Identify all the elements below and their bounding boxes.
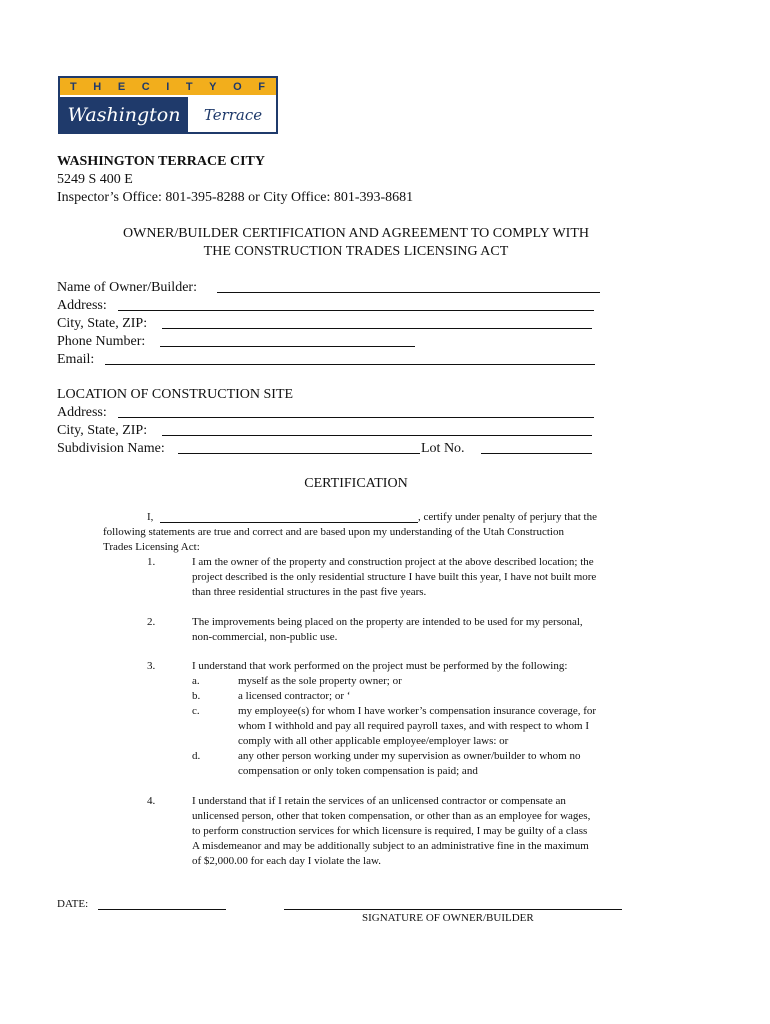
- logo-letter: T: [70, 80, 78, 93]
- owner-name-field[interactable]: [217, 292, 600, 293]
- cert-intro-start: I,: [147, 511, 154, 523]
- item4-line5: of $2,000.00 for each day I violate the law.: [192, 855, 381, 867]
- org-phones: Inspector’s Office: 801-395-8288 or City Office: 801-393-8681: [57, 190, 414, 205]
- item1-line3: than three residential structures in the past five years.: [192, 586, 427, 598]
- logo-letter: C: [141, 80, 151, 93]
- org-name: WASHINGTON TERRACE CITY: [57, 154, 265, 169]
- logo-letter: T: [185, 80, 194, 93]
- city-logo: [58, 76, 278, 134]
- org-address: 5249 S 400 E: [57, 172, 133, 187]
- owner-address-field[interactable]: [118, 310, 594, 311]
- item1-line1: I am the owner of the property and construction project at the above described location; the: [192, 556, 594, 568]
- site-subdivision-field[interactable]: [178, 453, 420, 454]
- site-city-label: City, State, ZIP:: [57, 423, 148, 438]
- item3a-letter: a.: [192, 675, 200, 687]
- site-address-label: Address:: [57, 405, 107, 420]
- item3b-letter: b.: [192, 690, 201, 702]
- date-field[interactable]: [98, 909, 226, 910]
- item3-number: 3.: [147, 660, 156, 672]
- certification-heading: CERTIFICATION: [304, 476, 408, 491]
- site-address-field[interactable]: [118, 417, 594, 418]
- logo-banner: [60, 78, 276, 95]
- owner-phone-field[interactable]: [160, 346, 415, 347]
- owner-email-field[interactable]: [105, 364, 595, 365]
- item3c-letter: c.: [192, 705, 200, 717]
- site-city-field[interactable]: [162, 435, 592, 436]
- item3d-line1: any other person working under my supervision as owner/builder to whom no: [238, 750, 581, 762]
- item3c-line2: whom I withhold and pay all required payroll taxes, and with respect to whom I: [238, 720, 589, 732]
- date-label: DATE:: [57, 898, 89, 910]
- owner-email-label: Email:: [57, 352, 95, 367]
- item3c-line1: my employee(s) for whom I have worker’s compensation insurance coverage, for: [238, 705, 597, 717]
- logo-word-terrace: Terrace: [203, 105, 263, 124]
- cert-intro-line3: Trades Licensing Act:: [103, 541, 200, 553]
- item4-line2: unlicensed person, other that token compensation, or other than as an employee for wages,: [192, 810, 591, 822]
- item3a-text: myself as the sole property owner; or: [238, 675, 402, 687]
- logo-letter: F: [258, 80, 266, 93]
- item3-line1: I understand that work performed on the project must be performed by the following:: [192, 660, 568, 672]
- item2-number: 2.: [147, 616, 156, 628]
- item3b-text: a licensed contractor; or ‘: [238, 690, 351, 702]
- item2-line2: non-commercial, non-public use.: [192, 631, 338, 643]
- item1-number: 1.: [147, 556, 156, 568]
- owner-name-label: Name of Owner/Builder:: [57, 280, 197, 295]
- logo-letter: O: [233, 80, 243, 93]
- site-heading: LOCATION OF CONSTRUCTION SITE: [57, 387, 294, 402]
- logo-letter: H: [93, 80, 103, 93]
- item2-line1: The improvements being placed on the property are intended to be used for my personal,: [192, 616, 583, 628]
- logo-word-washington: Washington: [60, 97, 188, 132]
- owner-city-field[interactable]: [162, 328, 592, 329]
- cert-name-field[interactable]: [160, 522, 418, 523]
- form-title-line2: THE CONSTRUCTION TRADES LICENSING ACT: [203, 244, 509, 259]
- item4-number: 4.: [147, 795, 156, 807]
- signature-label: SIGNATURE OF OWNER/BUILDER: [362, 912, 534, 924]
- item4-line1: I understand that if I retain the services of an unlicensed contractor or compensate an: [192, 795, 566, 807]
- form-title-line1: OWNER/BUILDER CERTIFICATION AND AGREEMENT TO COMPLY WITH: [123, 226, 589, 241]
- site-subdivision-label: Subdivision Name:: [57, 441, 165, 456]
- owner-city-label: City, State, ZIP:: [57, 316, 148, 331]
- site-lot-field[interactable]: [481, 453, 592, 454]
- site-lot-label: Lot No.: [421, 441, 465, 456]
- logo-letter: E: [117, 80, 127, 93]
- logo-letter: Y: [209, 80, 218, 93]
- item3c-line3: comply with all other applicable employee/employer laws: or: [238, 735, 509, 747]
- cert-intro-end: , certify under penalty of perjury that the: [418, 511, 597, 523]
- owner-phone-label: Phone Number:: [57, 334, 146, 349]
- logo-letter: I: [166, 80, 171, 93]
- signature-field[interactable]: [284, 909, 622, 910]
- item4-line3: to perform construction services for which licensure is required, I may be guilty of a class: [192, 825, 588, 837]
- item1-line2: project described is the only residential structure I have built this year, I have not built more: [192, 571, 597, 583]
- owner-address-label: Address:: [57, 298, 107, 313]
- cert-intro-line2: following statements are true and correct and are based upon my understanding of the Utah Construction: [103, 526, 564, 538]
- item3d-line2: compensation or only token compensation is paid; and: [238, 765, 478, 777]
- item4-line4: A misdemeanor and may be additionally subject to an administrative fine in the maximum: [192, 840, 589, 852]
- item3d-letter: d.: [192, 750, 201, 762]
